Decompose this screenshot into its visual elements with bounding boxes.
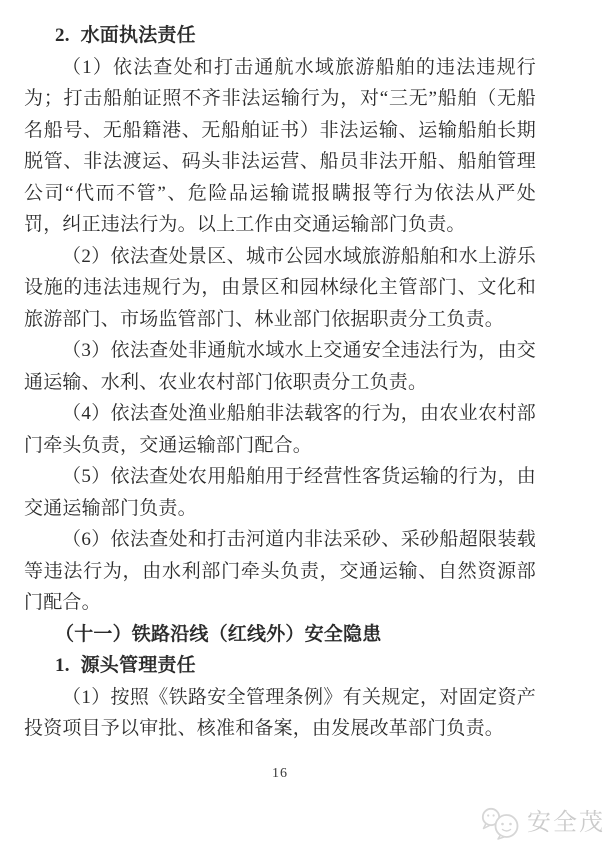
paragraph-water-2: （2）依法查处景区、城市公园水域旅游船舶和水上游乐设施的违法违规行为，由景区和园林绿化主管部门、文化和旅游部门、市场监管部门、林业部门依据职责分工负责。 bbox=[24, 245, 536, 330]
paragraph-water-4: （4）依法查处渔业船舶非法载客的行为，由农业农村部门牵头负责，交通运输部门配合。 bbox=[24, 403, 536, 456]
heading-railway-section: （十一）铁路沿线（红线外）安全隐患 bbox=[55, 623, 382, 645]
heading-water-enforcement: 2. 水面执法责任 bbox=[55, 25, 196, 46]
paragraph-water-1: （1）依法查处和打击通航水域旅游船舶的违法违规行为；打击船舶证照不齐非法运输行为，对“三无”船舶（无船名船号、无船籍港、无船舶证书）非法运输、运输船舶长期脱管、非法渡运、码头非法运营、船员非法开船、船舶管理公司“代而不管”、危险品运输谎报瞒报等行为依法从严处罚，纠正违法行为。以上工作由交通运输部门负责。 bbox=[24, 56, 536, 235]
paragraph-water-3: （3）依法查处非通航水域水上交通安全违法行为，由交通运输、水利、农业农村部门依职责分工负责。 bbox=[24, 340, 536, 393]
document-body bbox=[24, 20, 536, 745]
paragraph-water-6: （6）依法查处和打击河道内非法采砂、采砂船超限装载等违法行为，由水利部门牵头负责，交通运输、自然资源部门配合。 bbox=[24, 529, 536, 613]
chat-bubbles-smiley-icon bbox=[480, 806, 522, 840]
heading-source-management: 1. 源头管理责任 bbox=[55, 655, 196, 676]
paragraph-railway-1: （1）按照《铁路安全管理条例》有关规定，对固定资产投资项目予以审批、核准和备案，由发展改革部门负责。 bbox=[24, 686, 536, 739]
watermark-text: 安全茂 bbox=[527, 809, 605, 836]
page-number: 16 bbox=[272, 766, 288, 781]
watermark bbox=[480, 806, 605, 840]
paragraph-water-5: （5）依法查处农用船舶用于经营性客货运输的行为，由交通运输部门负责。 bbox=[24, 466, 536, 519]
